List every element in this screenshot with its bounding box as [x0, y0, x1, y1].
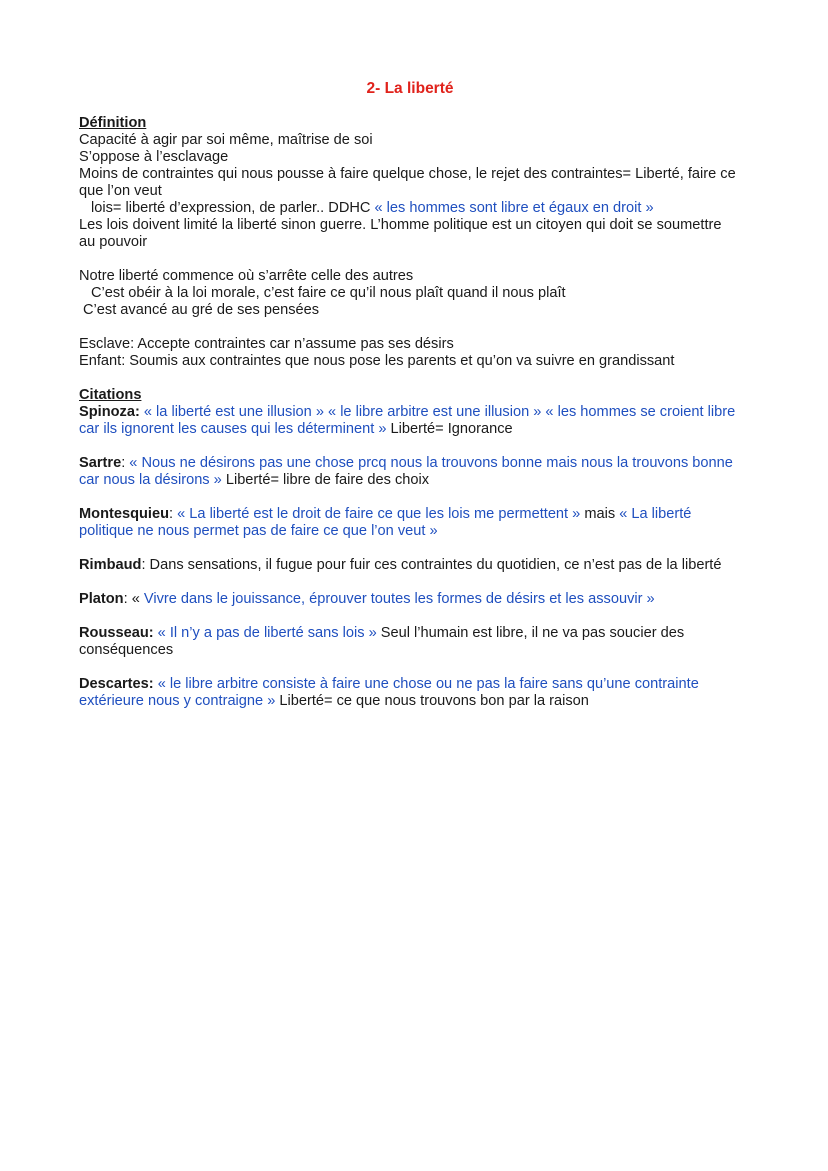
- citation-spinoza: [79, 404, 739, 438]
- definition-line: Enfant: Soumis aux contraintes que nous pose les parents et qu’on va suivre en grandissant: [79, 353, 675, 369]
- comment-text: Liberté= libre de faire des choix: [221, 472, 430, 488]
- author-name: Rousseau:: [79, 625, 154, 641]
- definition-line: Capacité à agir par soi même, maîtrise de soi: [79, 132, 373, 148]
- comment-text: Liberté= Ignorance: [386, 421, 513, 437]
- citations-heading: Citations: [79, 387, 142, 403]
- citation-platon: [79, 591, 739, 608]
- author-name: Spinoza:: [79, 404, 140, 420]
- quote-text: « le libre arbitre consiste à faire une chose ou ne pas la faire sans qu’une contrainte extérieure nous y contraigne »: [79, 676, 699, 709]
- citation-descartes: [79, 676, 739, 710]
- author-name: Montesquieu: [79, 506, 169, 522]
- document-page: [79, 80, 739, 710]
- definition-line: S’oppose à l’esclavage: [79, 149, 229, 165]
- citations-section: [79, 387, 739, 710]
- quote-text: « Il n’y a pas de liberté sans lois »: [153, 625, 377, 641]
- ddhc-text: lois= liberté d’expression, de parler.. DDHC: [91, 200, 375, 216]
- citation-montesquieu: [79, 506, 739, 540]
- quote-text: « La liberté politique ne nous permet pas de faire ce que l’on veut »: [79, 506, 692, 539]
- comment-text: Seul l’humain est libre, il ne va pas soucier des conséquences: [79, 625, 685, 658]
- page-title: 2- La liberté: [366, 80, 454, 97]
- citation-rimbaud: [79, 557, 739, 574]
- citation-rousseau: [79, 625, 739, 659]
- author-name: Platon: [79, 591, 124, 607]
- colon: : «: [123, 591, 144, 607]
- definition-line: Esclave: Accepte contraintes car n’assume pas ses désirs: [79, 336, 454, 352]
- comment-text: : Dans sensations, il fugue pour fuir ces contraintes du quotidien, ce n’est pas de la liberté: [141, 557, 722, 573]
- colon: :: [169, 506, 178, 522]
- comment-text: mais: [580, 506, 620, 522]
- definition-heading: Définition: [79, 115, 147, 131]
- definition-section: [79, 115, 739, 370]
- author-name: Rimbaud: [79, 557, 142, 573]
- quote-text: Vivre dans le jouissance, éprouver toutes les formes de désirs et les assouvir »: [143, 591, 655, 607]
- definition-line: C’est obéir à la loi morale, c’est faire ce qu’il nous plaît quand il nous plaît: [91, 285, 566, 301]
- colon: :: [121, 455, 130, 471]
- definition-line: [79, 200, 739, 217]
- definition-line: Moins de contraintes qui nous pousse à faire quelque chose, le rejet des contraintes= Liberté, faire ce que l’on veut: [79, 166, 736, 199]
- author-name: Sartre: [79, 455, 122, 471]
- ddhc-quote: « les hommes sont libre et égaux en droit »: [374, 200, 654, 216]
- definition-line: C’est avancé au gré de ses pensées: [83, 302, 320, 318]
- author-name: Descartes:: [79, 676, 154, 692]
- quote-text: « Nous ne désirons pas une chose prcq nous la trouvons bonne mais nous la trouvons bonne car nous la désirons »: [79, 455, 733, 488]
- definition-line: Les lois doivent limité la liberté sinon guerre. L’homme politique est un citoyen qui doit se soumettre au pouvoir: [79, 217, 722, 250]
- comment-text: Liberté= ce que nous trouvons bon par la raison: [275, 693, 589, 709]
- citation-sartre: [79, 455, 739, 489]
- quote-text: « La liberté est le droit de faire ce que les lois me permettent »: [177, 506, 581, 522]
- quote-text: « la liberté est une illusion » « le libre arbitre est une illusion » « les hommes se croient libre car ils ignorent les causes qui les déterminent »: [79, 404, 736, 437]
- definition-line: Notre liberté commence où s’arrête celle des autres: [79, 268, 414, 284]
